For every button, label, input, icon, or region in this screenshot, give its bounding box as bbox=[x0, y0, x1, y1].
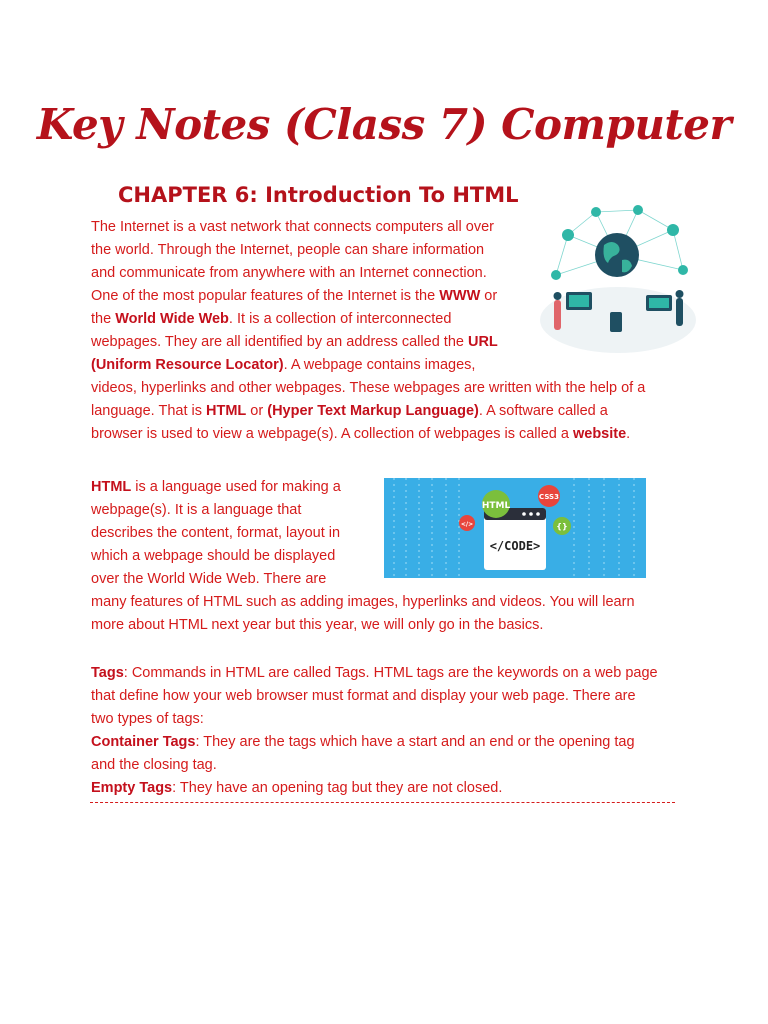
code-label: </CODE> bbox=[489, 539, 541, 553]
text-segment: the bbox=[91, 311, 116, 327]
text-segment: The Internet is a vast network that connects computers all over bbox=[91, 219, 494, 235]
text-segment: language. That is bbox=[91, 403, 207, 419]
bold-term: Container Tags bbox=[91, 734, 196, 750]
chapter-heading: CHAPTER 6: Introduction To HTML bbox=[118, 183, 519, 207]
text-line bbox=[91, 354, 691, 377]
dashed-divider bbox=[90, 802, 675, 803]
text-segment: browser is used to view a webpage(s). A collection of webpages is called a bbox=[91, 426, 573, 442]
text-segment: : Commands in HTML are called Tags. HTML tags are the keywords on a web page bbox=[123, 665, 658, 681]
bold-term: HTML bbox=[91, 479, 132, 495]
text-line bbox=[91, 591, 691, 614]
text-segment: videos, hyperlinks and other webpages. These webpages are written with the help of a bbox=[91, 380, 646, 396]
text-segment: . A software called a bbox=[478, 403, 608, 419]
text-segment: many features of HTML such as adding images, hyperlinks and videos. You will learn bbox=[91, 594, 635, 610]
text-segment: that define how your web browser must format and display your web page. There are bbox=[91, 688, 636, 704]
text-segment: or bbox=[246, 403, 268, 419]
text-line bbox=[91, 777, 691, 800]
bold-term: HTML bbox=[206, 403, 247, 419]
html-badge: HTML bbox=[481, 501, 511, 511]
text-line bbox=[91, 708, 691, 731]
tags-paragraph bbox=[91, 662, 691, 800]
bold-term: (Uniform Resource Locator) bbox=[91, 357, 284, 373]
bold-term: World Wide Web bbox=[115, 311, 229, 327]
bold-term: WWW bbox=[439, 288, 481, 304]
bold-term: Tags bbox=[91, 665, 124, 681]
text-segment: and communicate from anywhere with an Internet connection. bbox=[91, 265, 487, 281]
text-segment: webpage(s). It is a language that bbox=[91, 502, 302, 518]
chevrons-badge: </> bbox=[460, 521, 474, 528]
text-segment: over the World Wide Web. There are bbox=[91, 571, 327, 587]
text-segment: : They are the tags which have a start and an end or the opening tag bbox=[195, 734, 635, 750]
text-segment: : They have an opening tag but they are not closed. bbox=[172, 780, 503, 796]
bold-term: (Hyper Text Markup Language) bbox=[267, 403, 479, 419]
text-line bbox=[91, 423, 691, 446]
bold-term: URL bbox=[467, 334, 498, 350]
text-segment: or bbox=[480, 288, 498, 304]
bold-term: website bbox=[572, 426, 627, 442]
text-segment: which a webpage should be displayed bbox=[91, 548, 336, 564]
braces-badge: {} bbox=[556, 522, 568, 531]
text-line bbox=[91, 614, 691, 637]
text-segment: One of the most popular features of the Internet is the bbox=[91, 288, 440, 304]
text-segment: the world. Through the Internet, people can share information bbox=[91, 242, 485, 258]
text-segment: two types of tags: bbox=[91, 711, 204, 727]
text-line bbox=[91, 731, 691, 754]
text-segment: . bbox=[626, 426, 631, 442]
text-segment: and the closing tag. bbox=[91, 757, 217, 773]
text-line bbox=[91, 377, 691, 400]
text-line bbox=[91, 400, 691, 423]
text-segment: . It is a collection of interconnected bbox=[228, 311, 452, 327]
internet-network-illustration bbox=[538, 200, 696, 355]
text-segment: . A webpage contains images, bbox=[283, 357, 476, 373]
text-line bbox=[91, 662, 691, 685]
html-code-illustration bbox=[384, 478, 646, 578]
text-segment: is a language used for making a bbox=[131, 479, 341, 495]
text-segment: webpages. They are all identified by an address called the bbox=[91, 334, 468, 350]
css-badge: CSS3 bbox=[539, 493, 559, 501]
text-segment: more about HTML next year but this year, we will only go in the basics. bbox=[91, 617, 544, 633]
text-line bbox=[91, 685, 691, 708]
text-line bbox=[91, 754, 691, 777]
text-segment: describes the content, format, layout in bbox=[91, 525, 341, 541]
bold-term: Empty Tags bbox=[91, 780, 173, 796]
page-title: Key Notes (Class 7) Computer bbox=[36, 100, 732, 149]
